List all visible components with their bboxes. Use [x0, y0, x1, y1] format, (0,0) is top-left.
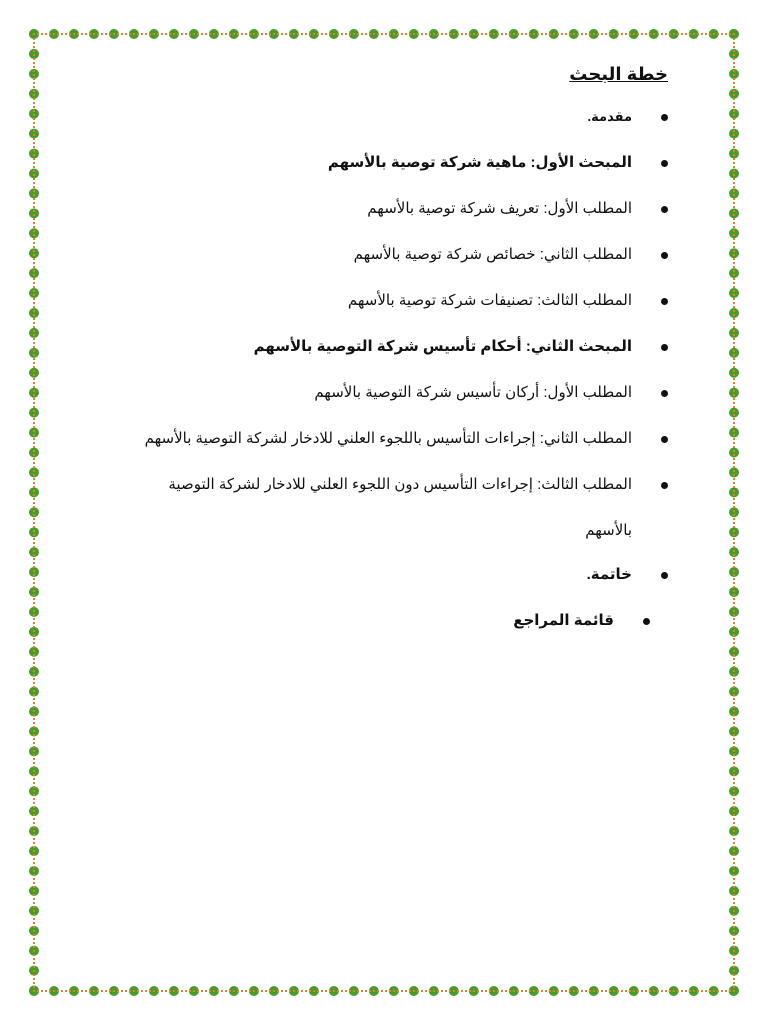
list-item: المطلب الأول: تعريف شركة توصية بالأسهم	[60, 198, 668, 220]
list-item: المطلب الثالث: إجراءات التأسيس دون اللجوء العلني للادخار لشركة التوصية بالأسهم	[60, 474, 668, 542]
list-item: خاتمة.	[60, 564, 668, 586]
list-item: المطلب الثاني: إجراءات التأسيس باللجوء العلني للادخار لشركة التوصية بالأسهم	[60, 428, 668, 450]
bullet-icon	[661, 206, 668, 213]
list-item: قائمة المراجع	[60, 610, 668, 632]
outline-list	[60, 106, 668, 632]
list-item: المطلب الثالث: تصنيفات شركة توصية بالأسهم	[60, 290, 668, 312]
bullet-icon	[643, 618, 650, 625]
list-item: المطلب الأول: أركان تأسيس شركة التوصية بالأسهم	[60, 382, 668, 404]
document-body	[60, 60, 668, 656]
list-item: المطلب الثاني: خصائص شركة توصية بالأسهم	[60, 244, 668, 266]
bullet-icon	[661, 482, 668, 489]
list-item-continuation: بالأسهم	[585, 522, 632, 539]
list-item: مقدمة.	[60, 106, 668, 128]
list-item: المبحث الثاني: أحكام تأسيس شركة التوصية بالأسهم	[60, 336, 668, 358]
bullet-icon	[661, 344, 668, 351]
bullet-icon	[661, 160, 668, 167]
bullet-icon	[661, 436, 668, 443]
list-item: المبحث الأول: ماهية شركة توصية بالأسهم	[60, 152, 668, 174]
bullet-icon	[661, 252, 668, 259]
document-title: خطة البحث	[569, 64, 668, 84]
bullet-icon	[661, 390, 668, 397]
bullet-icon	[661, 298, 668, 305]
bullet-icon	[661, 114, 668, 121]
bullet-icon	[661, 572, 668, 579]
